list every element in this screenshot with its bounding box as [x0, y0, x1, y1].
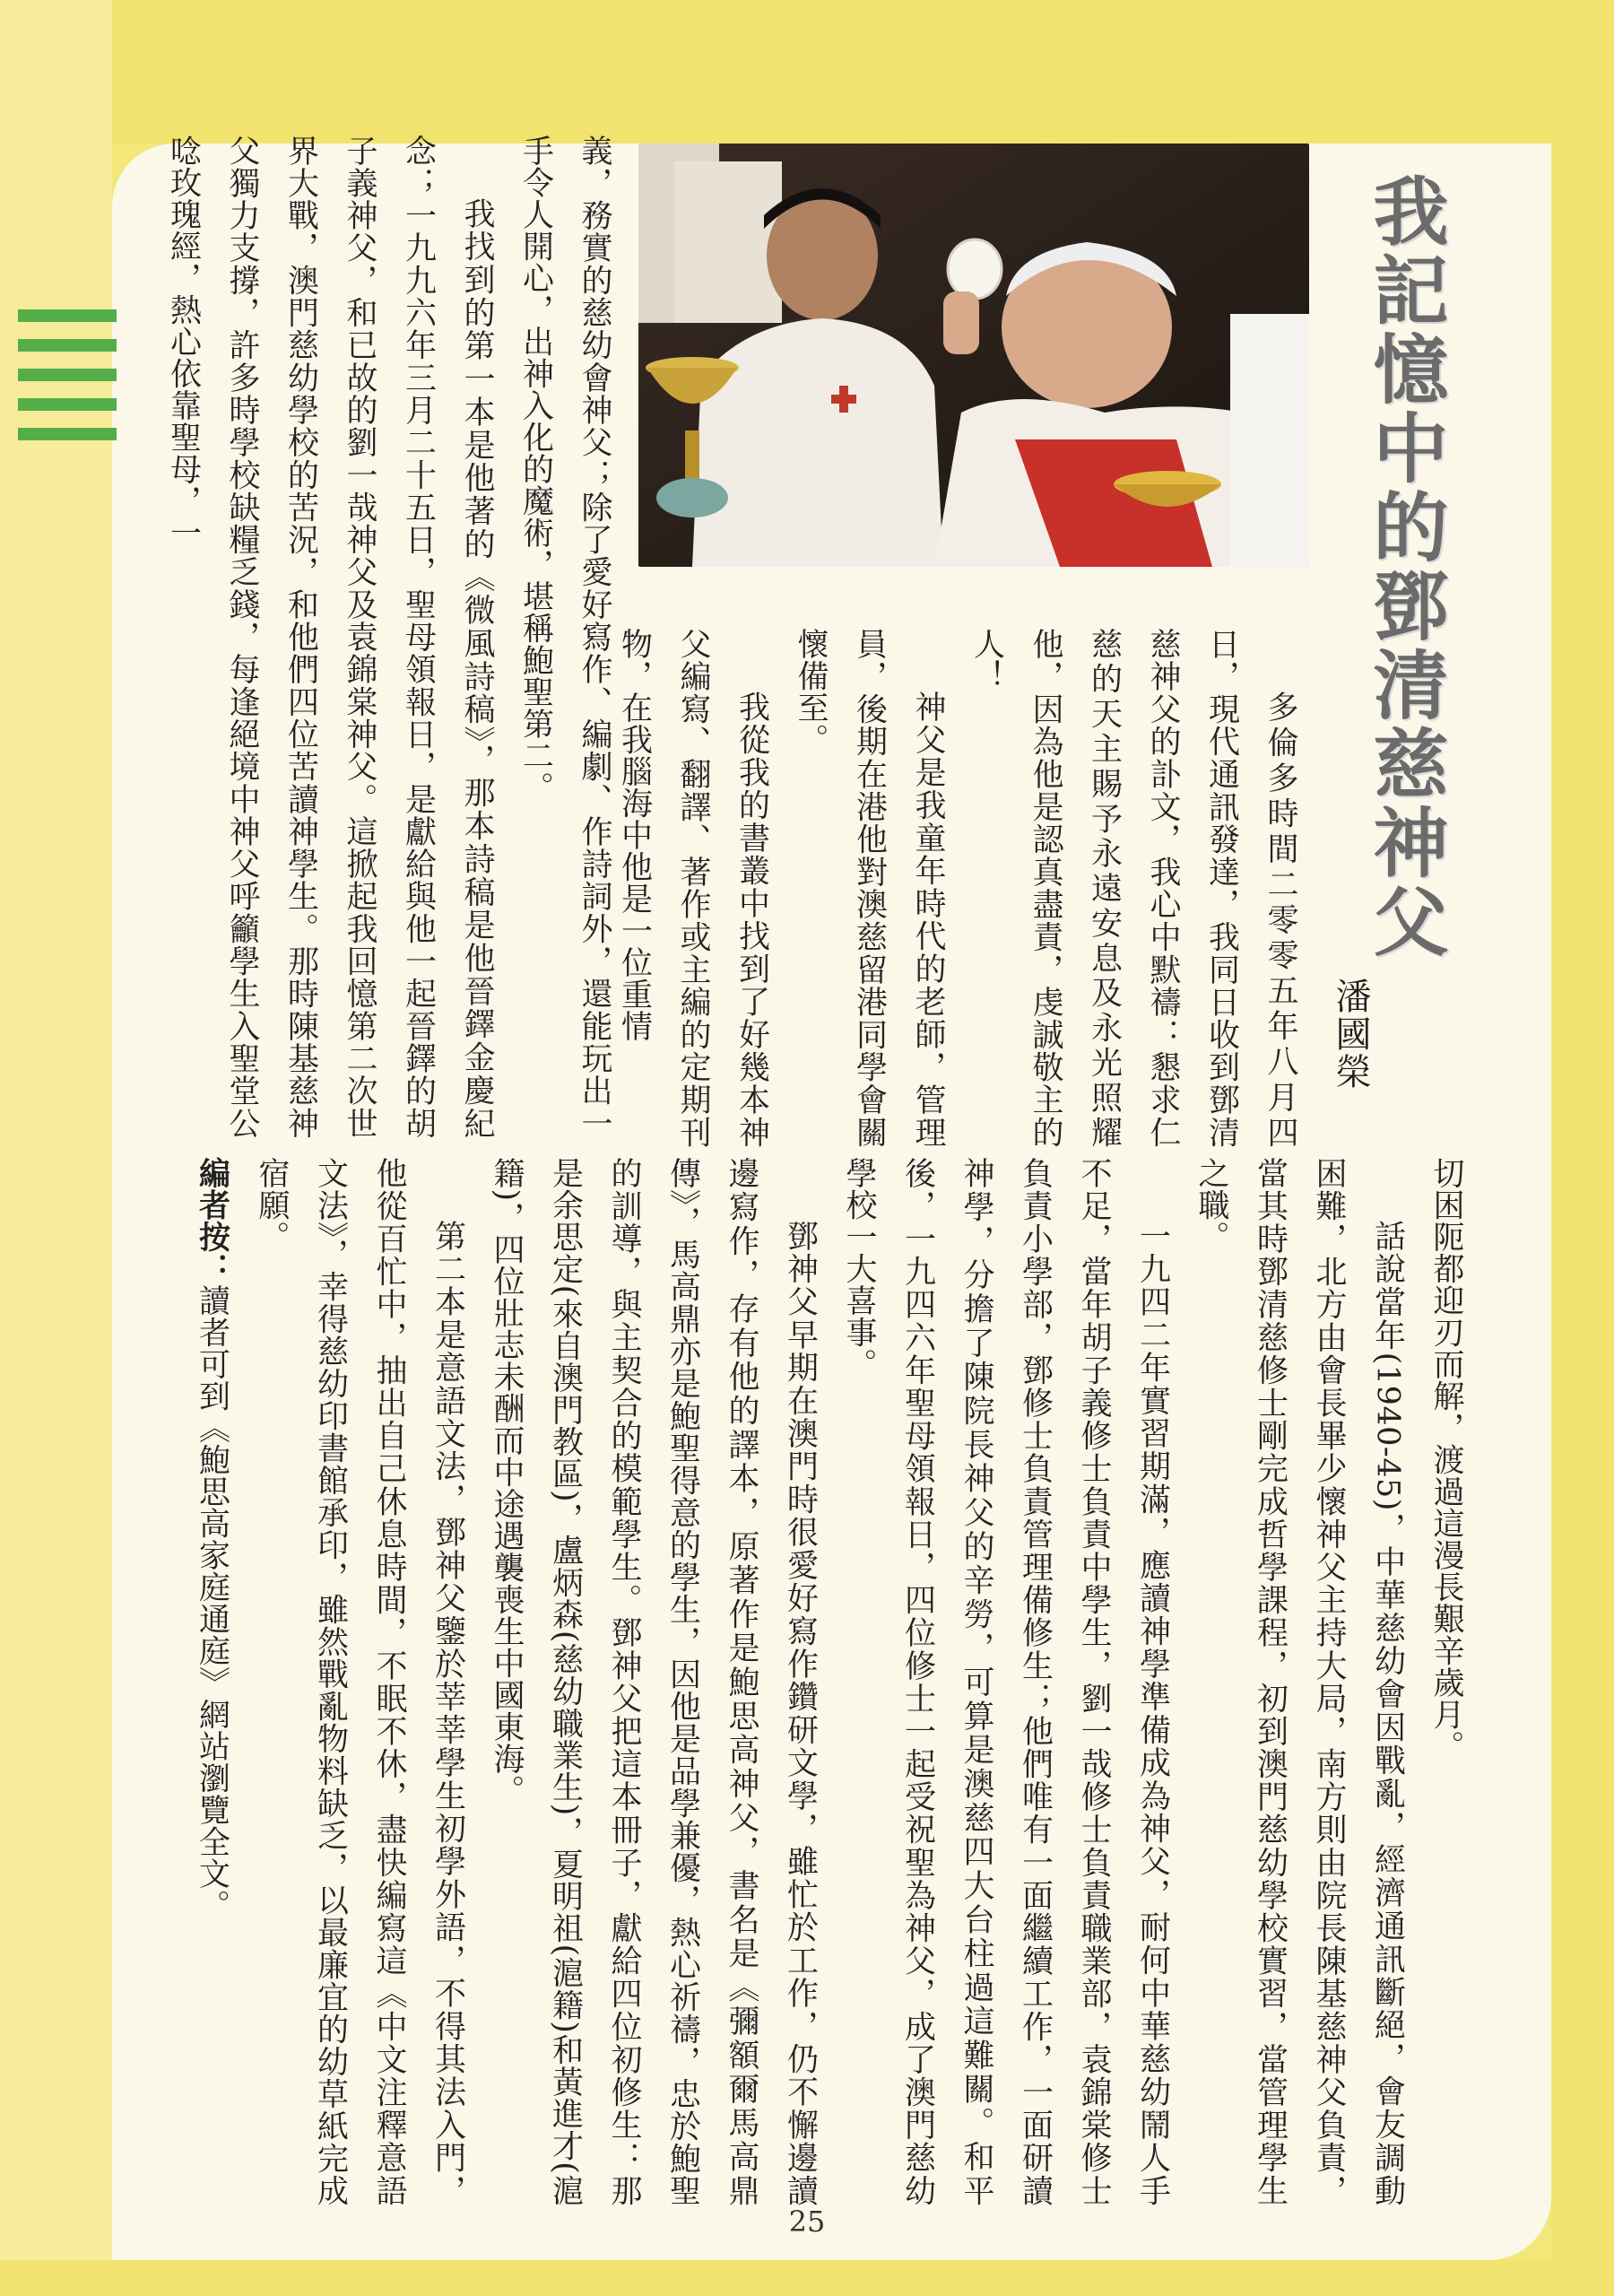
paragraph: 鄧神父早期在澳門時很愛好寫作鑽研文學，雖忙於工作，仍不懈邊讀邊寫作，存有他的譯本，原著作是鮑思高神父，書名是《彌額爾馬高鼎傳》，馬高鼎亦是鮑聖得意的學生，因他是品學兼優，熱心祈禱，忠於鮑聖的訓導，與主契合的模範學生。鄧神父把這本冊子，獻給四位初修生：那是余思定(來自澳門教區)，盧炳森(慈幼職業生)，夏明祖(滬籍)和黃進才(滬籍)，四位壯志未酬而中途遇襲喪生中國東海。	[489, 1157, 819, 2206]
text-block-top-right	[616, 628, 1309, 1148]
paragraph: 我從我的書叢中找到了好幾本神父編寫、翻譯、著作或主編的定期刊物，在我腦海中他是一位重情	[616, 628, 770, 1148]
paragraph: 話說當年(1940-45)，中華慈幼會因戰亂，經濟通訊斷絕，會友調動困難，北方由會長畢少懷神父主持大局，南方則由院長陳基慈神父負責，當其時鄧清慈修士剛完成哲學課程，初到澳門慈幼學校實習，當管理學生之職。	[1193, 1157, 1406, 2206]
editor-note	[182, 1157, 242, 2206]
paragraph: 第二本是意語文法，鄧神父鑒於莘莘學生初學外語，不得其法入門，他從百忙中，抽出自己休息時間，不眠不休，盡快編寫這《中文注釋意語文法》，幸得慈幼印書館承印，雖然戰亂物料缺乏，以最廉宜的幼草紙完成宿願。	[254, 1157, 466, 2206]
paragraph: 一九四二年實習期滿，應讀神學準備成為神父，耐何中華慈幼鬧人手不足，當年胡子義修士負責中學生，劉一哉修士負責職業部，袁錦棠修士負責小學部，鄧修士負責管理備修生；他們唯有一面繼續工作，一面研讀神學，分擔了陳院長神父的辛勞，可算是澳慈四大台柱過這難關。和平後，一九四六年聖母領報日，四位修士一起受祝聖為神父，成了澳門慈幼學校一大喜事。	[841, 1157, 1171, 2206]
mass-photo	[638, 144, 1309, 567]
text-block-bottom	[148, 1157, 1475, 2206]
page-number: 25	[788, 2205, 826, 2239]
editor-note-text: 讀者可到《鮑思高家庭通庭》網站瀏覽全文。	[194, 1284, 230, 1921]
paragraph: 多倫多時間二零零五年八月四日，現代通訊發達，我同日收到鄧清慈神父的訃文，我心中默禱：懇求仁慈的天主賜予永遠安息及永光照耀他，因為他是認真盡責，虔誠敬主的人！	[968, 628, 1298, 1148]
green-stripes-decoration	[18, 309, 117, 457]
paragraph: 我找到的第一本是他著的《微風詩稿》，那本詩稿是他晉鐸金慶紀念；一九九六年三月二十五日，聖母領報日，是獻給與他一起晉鐸的胡子義神父，和已故的劉一哉神父及袁錦棠神父。這掀起我回憶第二次世界大戰，澳門慈幼學校的苦況，和他們四位苦讀神學生。那時陳基慈神父獨力支撐，許多時學校缺糧乏錢，每逢絕境中神父呼籲學生入聖堂公唸玫瑰經，熱心依靠聖母，一	[165, 135, 495, 1139]
frame-bottom	[0, 2260, 1614, 2296]
paragraph: 義，務實的慈幼會神父；除了愛好寫作、編劇、作詩詞外，還能玩出一手令人開心，出神入化的魔術，堪稱鮑聖第二。	[517, 135, 612, 1139]
frame-right	[1551, 0, 1614, 2296]
frame-top	[0, 0, 1614, 144]
photo-illustration	[638, 144, 1309, 567]
author-name: 潘國榮	[1330, 978, 1371, 1091]
paragraph: 神父是我童年時代的老師，管理員，後期在港他對澳慈留港同學會關懷備至。	[793, 628, 946, 1148]
paragraph: 切困阨都迎刃而解，渡過這漫長艱辛歲月。	[1428, 1157, 1464, 1762]
editor-note-label: 編者按：	[194, 1157, 231, 1284]
article-title: 我記憶中的鄧清慈神父	[1361, 172, 1450, 961]
text-block-top-left	[148, 135, 623, 1139]
